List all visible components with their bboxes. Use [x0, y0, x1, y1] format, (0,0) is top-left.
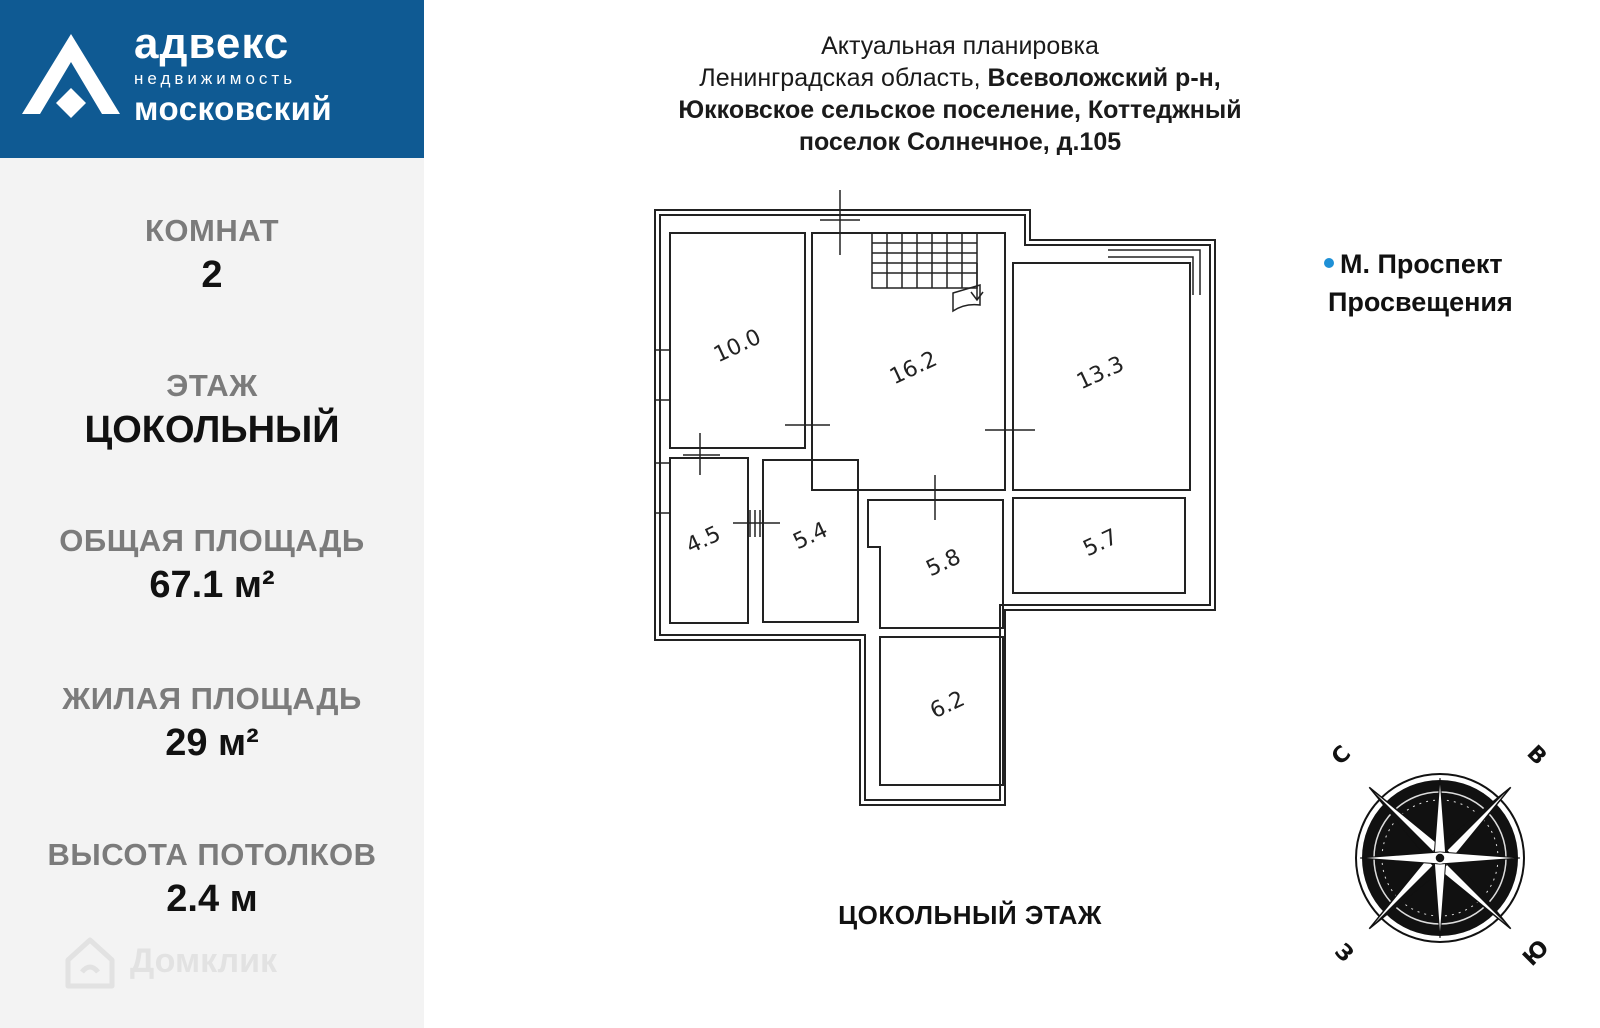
stat-value: 2	[201, 254, 223, 297]
header-region: Ленинградская область,	[699, 64, 988, 92]
stat-label: ЭТАЖ	[166, 368, 258, 403]
stat-label: ОБЩАЯ ПЛОЩАДЬ	[59, 523, 365, 558]
stat-floor	[0, 367, 424, 454]
stat-ceiling-height	[0, 836, 424, 923]
room-area-label: 5.7	[1079, 524, 1122, 563]
stat-value: ЦОКОЛЬНЫЙ	[84, 409, 340, 452]
domclick-house-icon	[60, 932, 120, 992]
stat-rooms	[0, 212, 424, 299]
logo-branch: московский	[134, 90, 333, 127]
agency-logo	[0, 0, 424, 158]
stat-value: 2.4 м	[166, 878, 258, 921]
compass-west-label: З	[1329, 938, 1359, 968]
compass-rose-icon	[1327, 740, 1555, 972]
stat-total-area	[0, 522, 424, 609]
logo-house-icon	[20, 30, 122, 126]
room-area-label: 10.0	[710, 324, 766, 369]
room-area-label: 6.2	[926, 686, 969, 725]
balcony-lines	[1108, 250, 1200, 295]
room-area-label: 5.8	[922, 544, 965, 583]
header-address-line: поселок Солнечное, д.105	[798, 128, 1122, 156]
metro-station	[1328, 245, 1513, 321]
floor-caption: ЦОКОЛЬНЫЙ ЭТАЖ	[838, 900, 1102, 930]
info-sidebar	[0, 0, 424, 1028]
room-area-label: 5.4	[789, 517, 832, 556]
header-district: Всеволожский р-н,	[987, 64, 1221, 92]
logo-brand-name: адвекс	[134, 19, 290, 68]
floor-plan	[655, 185, 1255, 835]
stat-value: 29 м²	[165, 722, 259, 765]
room-area-label: 13.3	[1073, 351, 1129, 396]
metro-dot-icon	[1324, 258, 1334, 268]
compass-north-label: С	[1327, 741, 1357, 771]
stat-label: ВЫСОТА ПОТОЛКОВ	[47, 837, 377, 872]
room-area-label: 4.5	[682, 521, 725, 560]
header-address-line: Юкковское сельское поселение, Коттеджный	[678, 96, 1242, 124]
metro-line1: М. Проспект	[1340, 249, 1503, 279]
metro-line2: Просвещения	[1328, 287, 1513, 317]
listing-header	[600, 30, 1320, 158]
logo-tagline: недвижимость	[134, 69, 297, 88]
door-marks	[655, 190, 1035, 537]
domclick-text: Домклик	[130, 942, 278, 980]
header-address-line	[600, 62, 1320, 94]
domclick-watermark	[60, 932, 360, 992]
staircase	[872, 233, 983, 311]
room-area-label: 16.2	[886, 346, 942, 391]
header-title: Актуальная планировка	[821, 32, 1099, 60]
stat-value: 67.1 м²	[149, 564, 275, 607]
compass-east-label: В	[1521, 740, 1552, 771]
stat-label: КОМНАТ	[144, 213, 280, 248]
stat-label: ЖИЛАЯ ПЛОЩАДЬ	[62, 681, 362, 716]
compass-south-label: Ю	[1518, 935, 1555, 972]
stat-living-area	[0, 680, 424, 767]
